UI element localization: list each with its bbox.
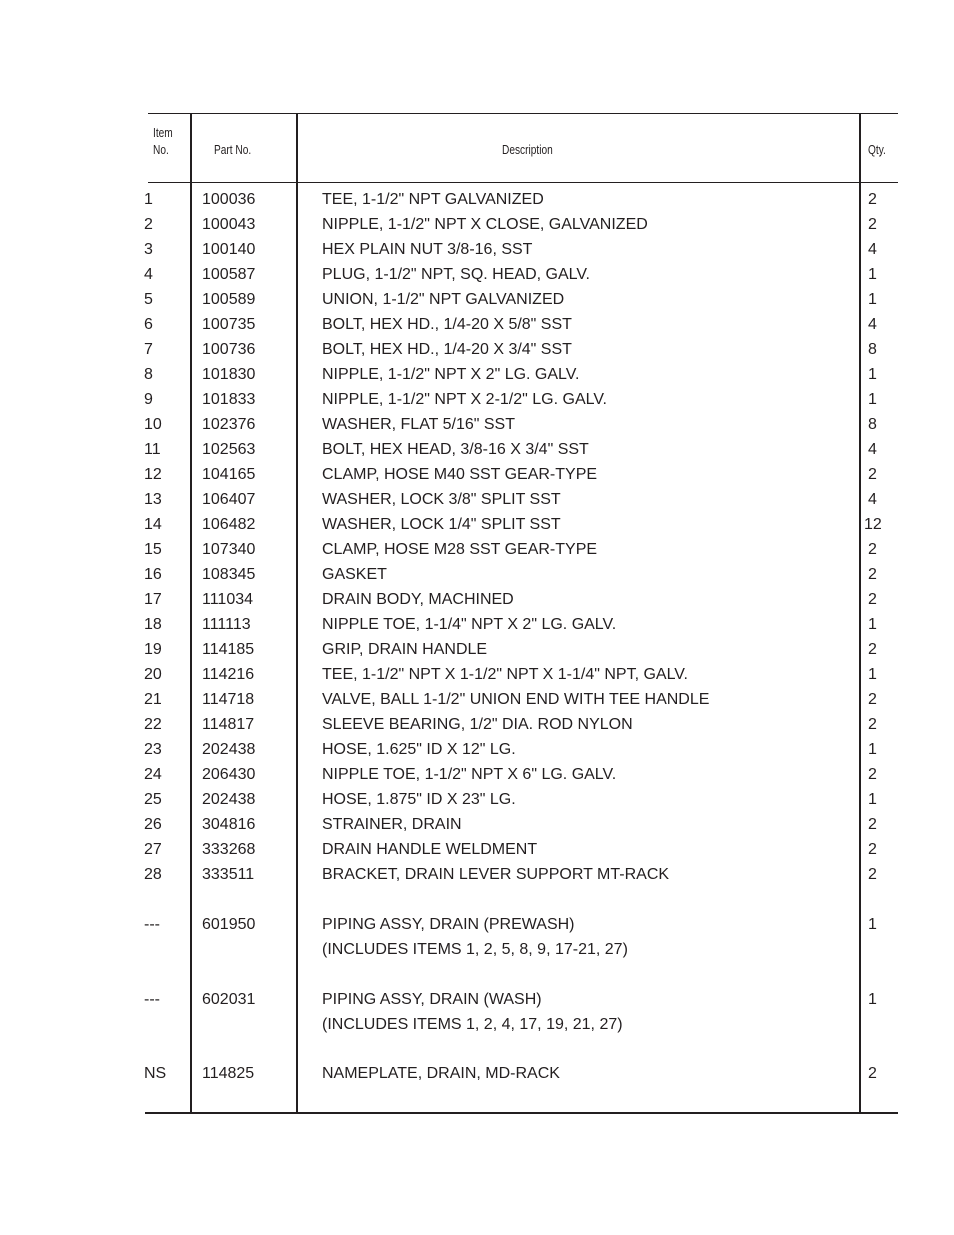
table-row (0, 387, 954, 412)
part-no: 602031 (202, 991, 256, 1008)
part-no: 304816 (202, 816, 256, 833)
table-top-rule (148, 113, 898, 114)
qty: 2 (868, 641, 877, 658)
description: DRAIN HANDLE WELDMENT (322, 841, 538, 858)
item-no: 10 (144, 416, 162, 433)
part-no: 601950 (202, 916, 256, 933)
item-no: 24 (144, 766, 162, 783)
qty: 1 (868, 291, 877, 308)
assembly-note-row (0, 1012, 954, 1037)
header-item-line1: Item (153, 125, 173, 140)
table-row (0, 212, 954, 237)
qty: 2 (868, 216, 877, 233)
description: CLAMP, HOSE M28 SST GEAR-TYPE (322, 541, 598, 558)
item-no: 6 (144, 316, 153, 333)
item-no: 22 (144, 716, 162, 733)
table-row (0, 712, 954, 737)
table-row (0, 812, 954, 837)
item-no: --- (144, 991, 160, 1008)
description: NIPPLE, 1-1/2" NPT X CLOSE, GALVANIZED (322, 216, 648, 233)
description: PIPING ASSY, DRAIN (PREWASH) (322, 916, 575, 933)
part-no: 114185 (202, 641, 255, 658)
part-no: 100736 (202, 341, 256, 358)
part-no: 100043 (202, 216, 256, 233)
item-no: --- (144, 916, 160, 933)
part-no: 202438 (202, 741, 256, 758)
description: GRIP, DRAIN HANDLE (322, 641, 488, 658)
qty: 4 (868, 441, 877, 458)
header-qty: Qty. (868, 142, 886, 157)
description: TEE, 1-1/2" NPT X 1-1/2" NPT X 1-1/4" NPT, GALV. (322, 666, 688, 683)
qty: 2 (868, 866, 877, 883)
spacer-row (0, 887, 954, 912)
qty: 4 (868, 316, 877, 333)
assembly-note: (INCLUDES ITEMS 1, 2, 5, 8, 9, 17-21, 27) (322, 941, 628, 958)
description: VALVE, BALL 1-1/2" UNION END WITH TEE HANDLE (322, 691, 710, 708)
assembly-note-row (0, 937, 954, 962)
description: HOSE, 1.625" ID X 12" LG. (322, 741, 516, 758)
qty: 1 (868, 741, 877, 758)
part-no: 101830 (202, 366, 256, 383)
qty: 2 (868, 716, 877, 733)
description: PLUG, 1-1/2" NPT, SQ. HEAD, GALV. (322, 266, 590, 283)
table-row (0, 512, 954, 537)
table-row (0, 412, 954, 437)
description: WASHER, LOCK 3/8" SPLIT SST (322, 491, 561, 508)
qty: 2 (868, 541, 877, 558)
item-no: 5 (144, 291, 153, 308)
header-description: Description (502, 142, 553, 157)
qty: 4 (868, 491, 877, 508)
header-part-no: Part No. (214, 142, 252, 157)
part-no: 100735 (202, 316, 256, 333)
item-no: 28 (144, 866, 162, 883)
table-row (0, 437, 954, 462)
table-row (0, 762, 954, 787)
part-no: 114718 (202, 691, 255, 708)
assembly-row (0, 912, 954, 937)
item-no: 27 (144, 841, 162, 858)
qty: 1 (868, 266, 877, 283)
item-no: 1 (144, 191, 153, 208)
qty: 8 (868, 416, 877, 433)
item-no: 14 (144, 516, 162, 533)
table-row (0, 687, 954, 712)
table-row (0, 287, 954, 312)
item-no: 15 (144, 541, 162, 558)
qty: 2 (868, 466, 877, 483)
spacer-row (0, 962, 954, 987)
table-row (0, 187, 954, 212)
part-no: 108345 (202, 566, 256, 583)
item-no: 16 (144, 566, 162, 583)
part-no: 102563 (202, 441, 256, 458)
part-no: 107340 (202, 541, 256, 558)
table-row (0, 862, 954, 887)
qty: 12 (864, 516, 882, 533)
description: STRAINER, DRAIN (322, 816, 462, 833)
table-row (0, 587, 954, 612)
qty: 1 (868, 666, 877, 683)
qty: 2 (868, 766, 877, 783)
part-no: 102376 (202, 416, 256, 433)
item-no: 11 (144, 441, 161, 458)
description: BRACKET, DRAIN LEVER SUPPORT MT-RACK (322, 866, 670, 883)
description: GASKET (322, 566, 387, 583)
item-no: 25 (144, 791, 162, 808)
table-row (0, 337, 954, 362)
qty: 2 (868, 816, 877, 833)
description: PIPING ASSY, DRAIN (WASH) (322, 991, 542, 1008)
part-no: 206430 (202, 766, 256, 783)
item-no: 9 (144, 391, 153, 408)
description: WASHER, FLAT 5/16" SST (322, 416, 515, 433)
item-no: 4 (144, 266, 153, 283)
item-no: 12 (144, 466, 162, 483)
table-body (0, 187, 954, 1086)
item-no: 18 (144, 616, 162, 633)
description: HOSE, 1.875" ID X 23" LG. (322, 791, 516, 808)
assembly-note: (INCLUDES ITEMS 1, 2, 4, 17, 19, 21, 27) (322, 1016, 623, 1033)
description: NIPPLE, 1-1/2" NPT X 2-1/2" LG. GALV. (322, 391, 607, 408)
qty: 1 (868, 616, 877, 633)
qty: 2 (868, 1065, 877, 1082)
description: NAMEPLATE, DRAIN, MD-RACK (322, 1065, 560, 1082)
qty: 2 (868, 841, 877, 858)
item-no: 2 (144, 216, 153, 233)
part-no: 106482 (202, 516, 256, 533)
table-row (0, 487, 954, 512)
table-row (0, 362, 954, 387)
qty: 2 (868, 691, 877, 708)
qty: 1 (868, 916, 877, 933)
item-no: 3 (144, 241, 153, 258)
part-no: 114825 (202, 1065, 255, 1082)
description: DRAIN BODY, MACHINED (322, 591, 514, 608)
qty: 8 (868, 341, 877, 358)
item-no: 26 (144, 816, 162, 833)
part-no: 101833 (202, 391, 256, 408)
description: SLEEVE BEARING, 1/2" DIA. ROD NYLON (322, 716, 633, 733)
table-row (0, 737, 954, 762)
qty: 1 (868, 366, 877, 383)
part-no: 106407 (202, 491, 256, 508)
part-no: 333268 (202, 841, 256, 858)
header-item-line2: No. (153, 142, 169, 157)
description: BOLT, HEX HEAD, 3/8-16 X 3/4" SST (322, 441, 589, 458)
part-no: 114817 (202, 716, 255, 733)
description: TEE, 1-1/2" NPT GALVANIZED (322, 191, 544, 208)
item-no: 21 (144, 691, 162, 708)
header-item-no (153, 124, 173, 158)
description: NIPPLE, 1-1/2" NPT X 2" LG. GALV. (322, 366, 580, 383)
table-row (0, 262, 954, 287)
part-no: 202438 (202, 791, 256, 808)
part-no: 333511 (202, 866, 255, 883)
item-no: 17 (144, 591, 162, 608)
part-no: 114216 (202, 666, 255, 683)
item-no: 13 (144, 491, 162, 508)
part-no: 104165 (202, 466, 256, 483)
table-row (0, 312, 954, 337)
table-row (0, 637, 954, 662)
qty: 1 (868, 791, 877, 808)
item-no: 8 (144, 366, 153, 383)
item-no: 19 (144, 641, 162, 658)
qty: 4 (868, 241, 877, 258)
table-row (0, 237, 954, 262)
description: UNION, 1-1/2" NPT GALVANIZED (322, 291, 565, 308)
table-row (0, 787, 954, 812)
qty: 1 (868, 391, 877, 408)
header-bottom-rule (148, 182, 898, 183)
qty: 2 (868, 566, 877, 583)
part-no: 100140 (202, 241, 256, 258)
description: HEX PLAIN NUT 3/8-16, SST (322, 241, 533, 258)
description: BOLT, HEX HD., 1/4-20 X 3/4" SST (322, 341, 572, 358)
part-no: 111034 (202, 591, 254, 608)
description: WASHER, LOCK 1/4" SPLIT SST (322, 516, 561, 533)
item-no: NS (144, 1065, 167, 1082)
description: CLAMP, HOSE M40 SST GEAR-TYPE (322, 466, 598, 483)
table-row (0, 462, 954, 487)
table-row (0, 837, 954, 862)
table-row (0, 562, 954, 587)
table-row (0, 612, 954, 637)
qty: 1 (868, 991, 877, 1008)
nameplate-row (0, 1061, 954, 1086)
spacer-row (0, 1037, 954, 1061)
description: BOLT, HEX HD., 1/4-20 X 5/8" SST (322, 316, 572, 333)
qty: 2 (868, 191, 877, 208)
assembly-row (0, 987, 954, 1012)
description: NIPPLE TOE, 1-1/4" NPT X 2" LG. GALV. (322, 616, 617, 633)
table-row (0, 662, 954, 687)
item-no: 23 (144, 741, 162, 758)
part-no: 100036 (202, 191, 256, 208)
item-no: 7 (144, 341, 153, 358)
table-row (0, 537, 954, 562)
qty: 2 (868, 591, 877, 608)
item-no: 20 (144, 666, 162, 683)
part-no: 100587 (202, 266, 256, 283)
description: NIPPLE TOE, 1-1/2" NPT X 6" LG. GALV. (322, 766, 617, 783)
part-no: 111113 (202, 616, 251, 633)
table-bottom-rule (145, 1112, 898, 1114)
part-no: 100589 (202, 291, 256, 308)
